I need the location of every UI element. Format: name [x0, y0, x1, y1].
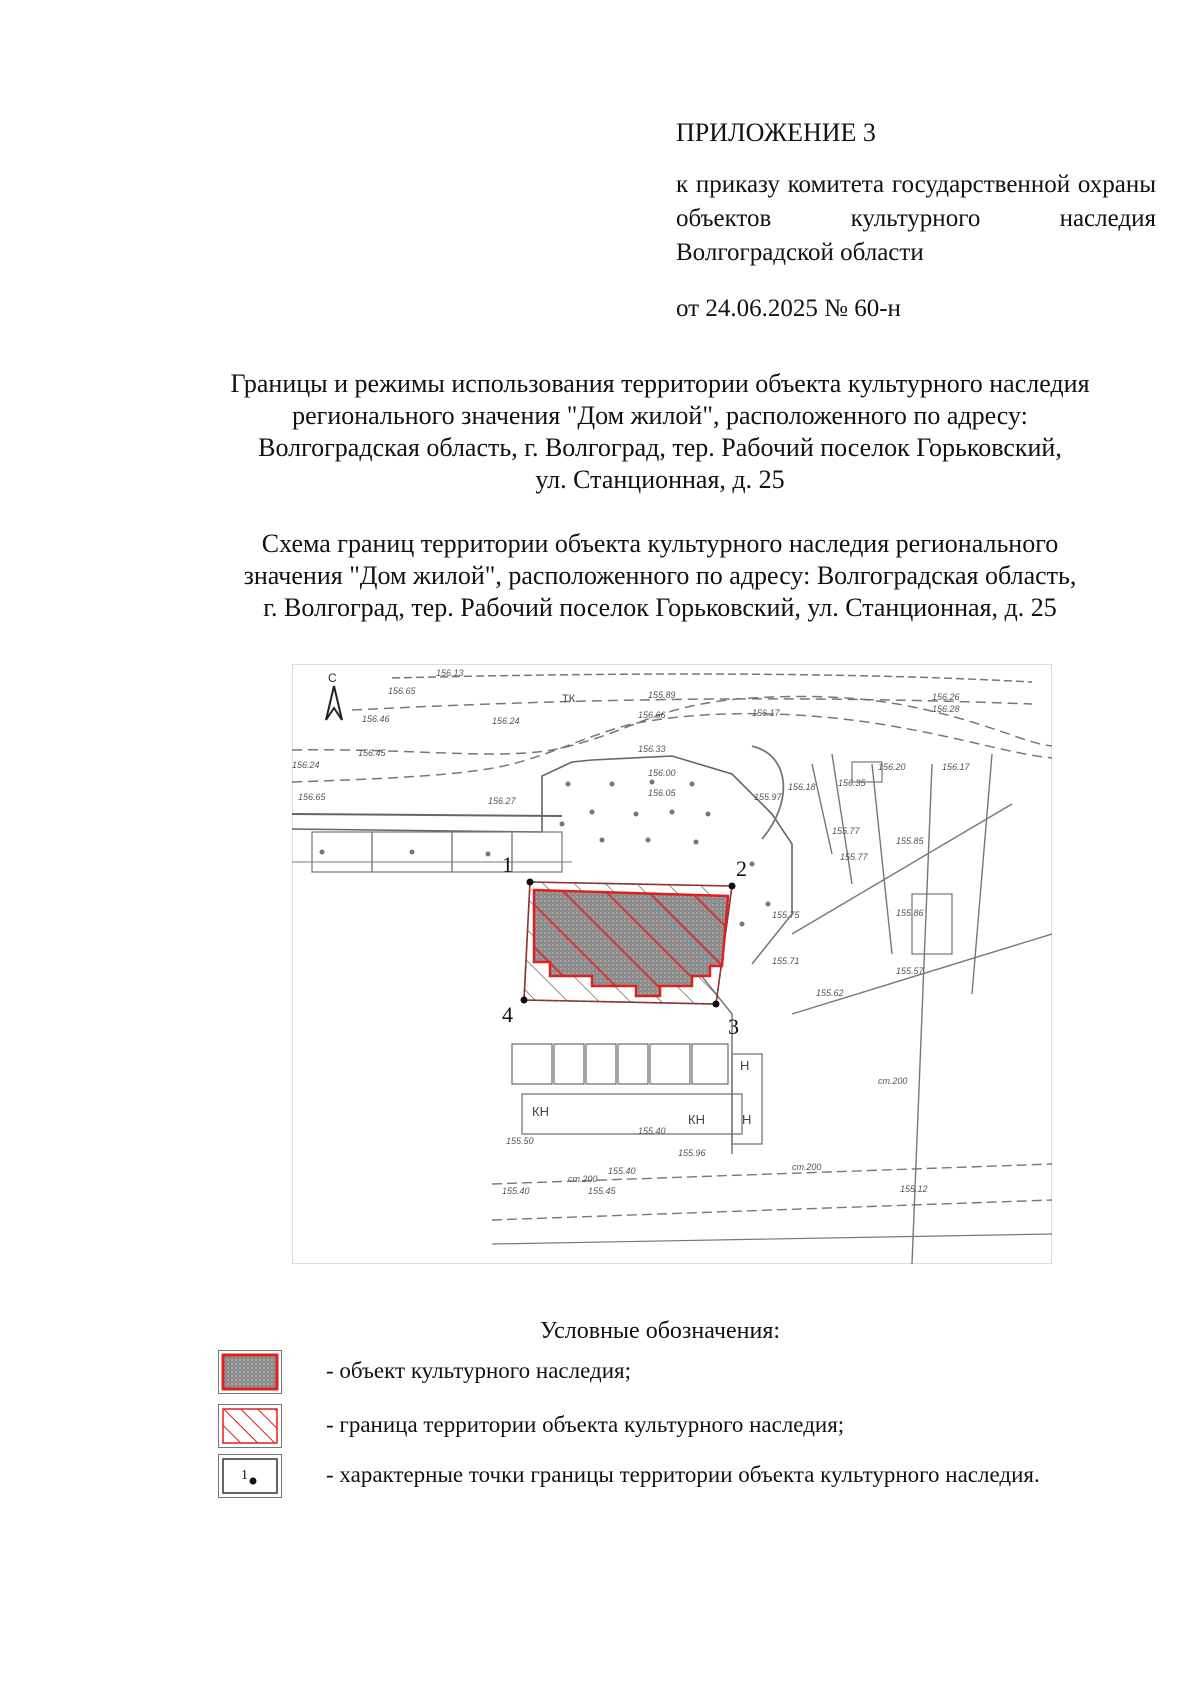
elevation-label: ст.200 [568, 1174, 598, 1184]
heading-line: Границы и режимы использования территории объекта культурного наследия [230, 369, 1090, 398]
elevation-label: 155.57 [896, 966, 924, 976]
kn-label: КН [532, 1104, 549, 1119]
elevation-label: 155.97 [754, 792, 782, 802]
annex-order-reference: к приказу комитета государственной охраны объектов культурного наследия Волгоградской области [676, 171, 1156, 266]
heading-line: Волгоградская область, г. Волгоград, тер. Рабочий поселок Горьковский, [258, 433, 1062, 462]
elevation-label: 156.05 [648, 788, 676, 798]
elevation-label: 156.46 [362, 714, 390, 724]
heritage-object-symbol [218, 1350, 282, 1394]
legend-item-heritage-object [218, 1350, 1168, 1400]
elevation-label: 155.45 [588, 1186, 616, 1196]
elevation-label: 155.40 [502, 1186, 530, 1196]
elevation-label: 155.77 [840, 852, 868, 862]
elevation-label: 155.40 [638, 1126, 666, 1136]
tk-label: ТК [562, 693, 576, 705]
legend-item-boundary-points [218, 1454, 1168, 1504]
elevation-label: 156.65 [298, 792, 326, 802]
point-label-4: 4 [502, 1002, 513, 1027]
boundary-map [292, 664, 1052, 1264]
elevation-label: 156.33 [638, 744, 666, 754]
annex-date: от 24.06.2025 № 60-н [676, 295, 901, 322]
heading-line: ул. Станционная, д. 25 [535, 465, 785, 494]
elevation-label: 156.24 [292, 760, 320, 770]
elevation-label: 156.26 [932, 692, 960, 702]
elevation-label: 156.24 [492, 716, 520, 726]
heading-line: значения "Дом жилой", расположенного по адресу: Волгоградская область, [243, 561, 1077, 590]
legend-text: - граница территории объекта культурного наследия; [326, 1412, 845, 1437]
elevation-label: 156.17 [942, 762, 970, 772]
elevation-label: 156.35 [838, 778, 866, 788]
scheme-heading [150, 528, 1170, 624]
elevation-label: 155.50 [506, 1136, 534, 1146]
elevation-label: 155.71 [772, 956, 800, 966]
elevation-label: 155.89 [648, 690, 676, 700]
elevation-label: 156.27 [488, 796, 516, 806]
territory-boundary-symbol [218, 1404, 282, 1448]
elevation-label: ст.200 [878, 1076, 908, 1086]
elevation-label: 156.17 [752, 708, 780, 718]
elevation-label: 156.13 [436, 668, 464, 678]
elevation-label: 155.77 [832, 826, 860, 836]
elevation-label: 156.00 [648, 768, 676, 778]
elevation-label: 156.28 [932, 704, 960, 714]
elevation-label: ст.200 [792, 1162, 822, 1172]
elevation-label: 155.85 [896, 836, 924, 846]
elevation-label: 155.62 [816, 988, 844, 998]
annex-block [676, 116, 1156, 326]
document-heading [150, 368, 1170, 496]
annex-title: ПРИЛОЖЕНИЕ 3 [676, 118, 876, 147]
heading-line: г. Волгоград, тер. Рабочий поселок Горьковский, ул. Станционная, д. 25 [263, 593, 1057, 622]
elevation-label: 156.65 [388, 686, 416, 696]
point-label-2: 2 [736, 856, 747, 881]
heading-line: регионального значения "Дом жилой", расположенного по адресу: [292, 401, 1028, 430]
elevation-label: 156.18 [788, 782, 816, 792]
h-label: Н [740, 1058, 750, 1073]
legend-text: - характерные точки границы территории объекта культурного наследия. [326, 1462, 1040, 1487]
legend-item-territory-boundary [218, 1404, 1168, 1454]
elevation-label: 155.12 [900, 1184, 928, 1194]
elevation-label: 155.86 [896, 908, 924, 918]
elevation-label: 156.66 [638, 710, 666, 720]
elevation-label: 155.75 [772, 910, 800, 920]
elevation-label: 155.96 [678, 1148, 706, 1158]
heading-line: Схема границ территории объекта культурного наследия регионального [261, 529, 1059, 558]
kn-label: КН [688, 1112, 705, 1127]
legend-text: - объект культурного наследия; [326, 1358, 631, 1383]
elevation-label: 156.45 [358, 748, 386, 758]
h-label: Н [742, 1112, 752, 1127]
point-symbol-label: 1 [241, 1468, 248, 1483]
north-label: С [328, 671, 337, 685]
legend-title: Условные обозначения: [540, 1318, 781, 1344]
point-label-1: 1 [502, 852, 513, 877]
boundary-point-symbol [218, 1454, 282, 1498]
point-label-3: 3 [728, 1014, 739, 1039]
elevation-label: 155.40 [608, 1166, 636, 1176]
elevation-label: 156.20 [878, 762, 906, 772]
